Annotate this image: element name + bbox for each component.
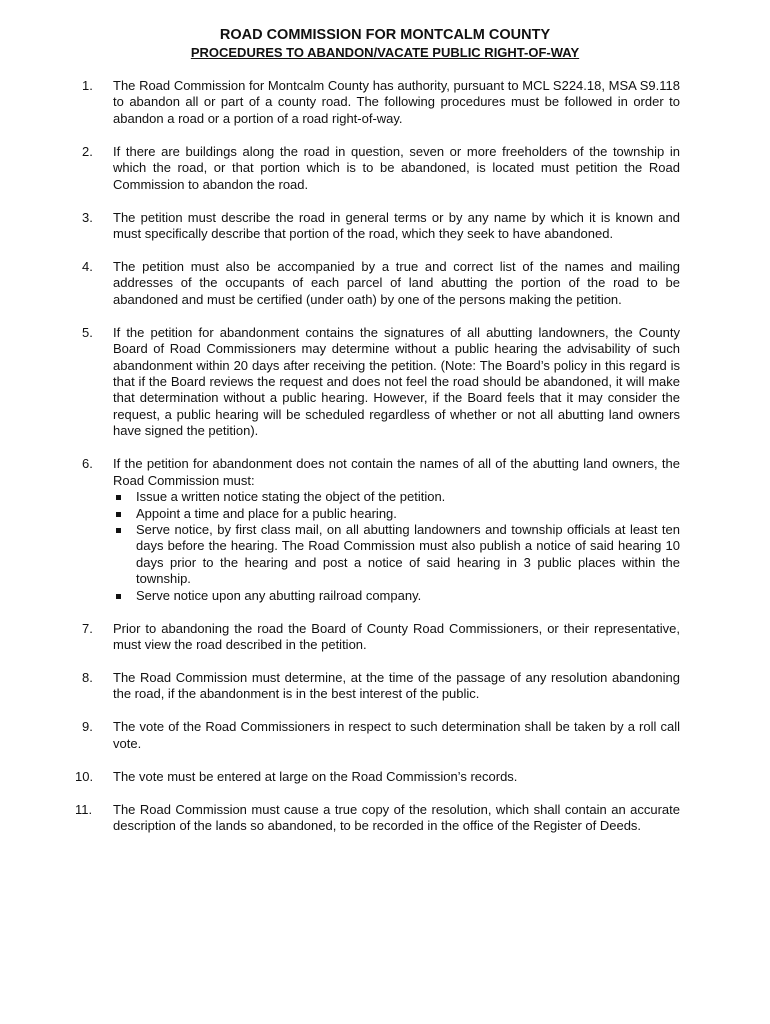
item-number: 5. xyxy=(82,324,93,340)
square-bullet-icon xyxy=(116,495,121,500)
bullet-item xyxy=(113,489,680,505)
procedure-item-6 xyxy=(82,456,680,604)
item-text: The petition must also be accompanied by a true and correct list of the names and mailing addresses of the occupants of each parcel of land abutting the portion of the road to be abandoned and must be certified (under oath) by one of the persons making the petition. xyxy=(113,259,680,307)
bullet-item xyxy=(113,588,680,604)
item-number: 9. xyxy=(82,719,93,735)
item-text: If there are buildings along the road in question, seven or more freeholders of the township in which the road, or that portion which is to be abandoned, is located must petition the Road Commission to abandon the road. xyxy=(113,143,680,192)
item-number: 11. xyxy=(75,801,93,817)
item-number: 3. xyxy=(82,209,93,225)
bullet-text: Appoint a time and place for a public hearing. xyxy=(136,505,397,521)
page-title: ROAD COMMISSION FOR MONTCALM COUNTY xyxy=(219,27,551,43)
procedure-list xyxy=(75,78,680,851)
procedure-item-9 xyxy=(82,719,680,752)
item-number: 6. xyxy=(82,456,93,472)
item-text: The vote of the Road Commissioners in respect to such determination shall be taken by a roll call vote. xyxy=(113,719,680,751)
page-subtitle: PROCEDURES TO ABANDON/VACATE PUBLIC RIGHT-OF-WAY xyxy=(190,45,580,60)
item-text: The Road Commission must cause a true copy of the resolution, which shall contain an accurate description of the lands so abandoned, to be recorded in the office of the Register of Deeds. xyxy=(113,801,680,834)
procedure-item-3 xyxy=(82,210,680,243)
procedure-item-4 xyxy=(82,259,680,308)
procedure-item-7 xyxy=(82,621,680,654)
item-text: The petition must describe the road in general terms or by any name by which it is known and must specifically describe that portion of the road, which they seek to have abandoned. xyxy=(113,209,680,242)
bullet-text: Issue a written notice stating the object of the petition. xyxy=(136,489,446,505)
item-number: 2. xyxy=(82,143,93,159)
procedure-item-5 xyxy=(82,325,680,440)
procedure-item-1 xyxy=(82,78,680,127)
item-text: The vote must be entered at large on the Road Commission’s records. xyxy=(113,768,518,784)
bullet-text: Serve notice upon any abutting railroad company. xyxy=(136,587,422,603)
square-bullet-icon xyxy=(116,594,121,599)
square-bullet-icon xyxy=(116,512,121,517)
procedure-item-8 xyxy=(82,670,680,703)
item-text: If the petition for abandonment contains the signatures of all abutting landowners, the County Board of Road Commissioners may determine without a public hearing the advisability of such abandonment within 20 days after receiving the petition. (Note: The Board’s policy in this regard is that if the Board reviews the request and does not feel the road should be abandoned, it will make that determination without a public hearing. However, if the Board feels that it may consider the request, a public hearing will be scheduled regardless of whether or not all abutting land owners have signed the petition). xyxy=(113,324,680,439)
item-text: Prior to abandoning the road the Board of County Road Commissioners, or their representative, must view the road described in the petition. xyxy=(113,620,680,652)
bullet-item xyxy=(113,506,680,522)
item-number: 7. xyxy=(82,620,93,636)
procedure-item-10 xyxy=(75,768,680,785)
bullet-item xyxy=(113,522,680,588)
item-text: The Road Commission must determine, at the time of the passage of any resolution abandoning the road, if the abandonment is in the best interest of the public. xyxy=(113,669,680,702)
item-6-bullet-list xyxy=(113,489,680,604)
bullet-text: Serve notice, by first class mail, on all abutting landowners and township officials at least ten days before the hearing. The Road Commission must also publish a notice of said hearing 10 days prior to the hearing and post a notice of said hearing in 3 public places within the township. xyxy=(136,521,680,587)
item-text: If the petition for abandonment does not contain the names of all of the abutting land owners, the Road Commission must: xyxy=(113,456,680,488)
item-number: 1. xyxy=(82,78,93,93)
procedure-item-11 xyxy=(75,801,680,835)
procedure-item-2 xyxy=(82,144,680,193)
item-text: The Road Commission for Montcalm County has authority, pursuant to MCL S224.18, MSA S9.118 to abandon all or part of a county road. The following procedures must be followed in order to abandon a road or a portion of a road right-of-way. xyxy=(113,78,680,126)
square-bullet-icon xyxy=(116,528,121,533)
item-number: 10. xyxy=(75,768,94,784)
item-number: 4. xyxy=(82,259,93,275)
item-number: 8. xyxy=(82,669,93,685)
